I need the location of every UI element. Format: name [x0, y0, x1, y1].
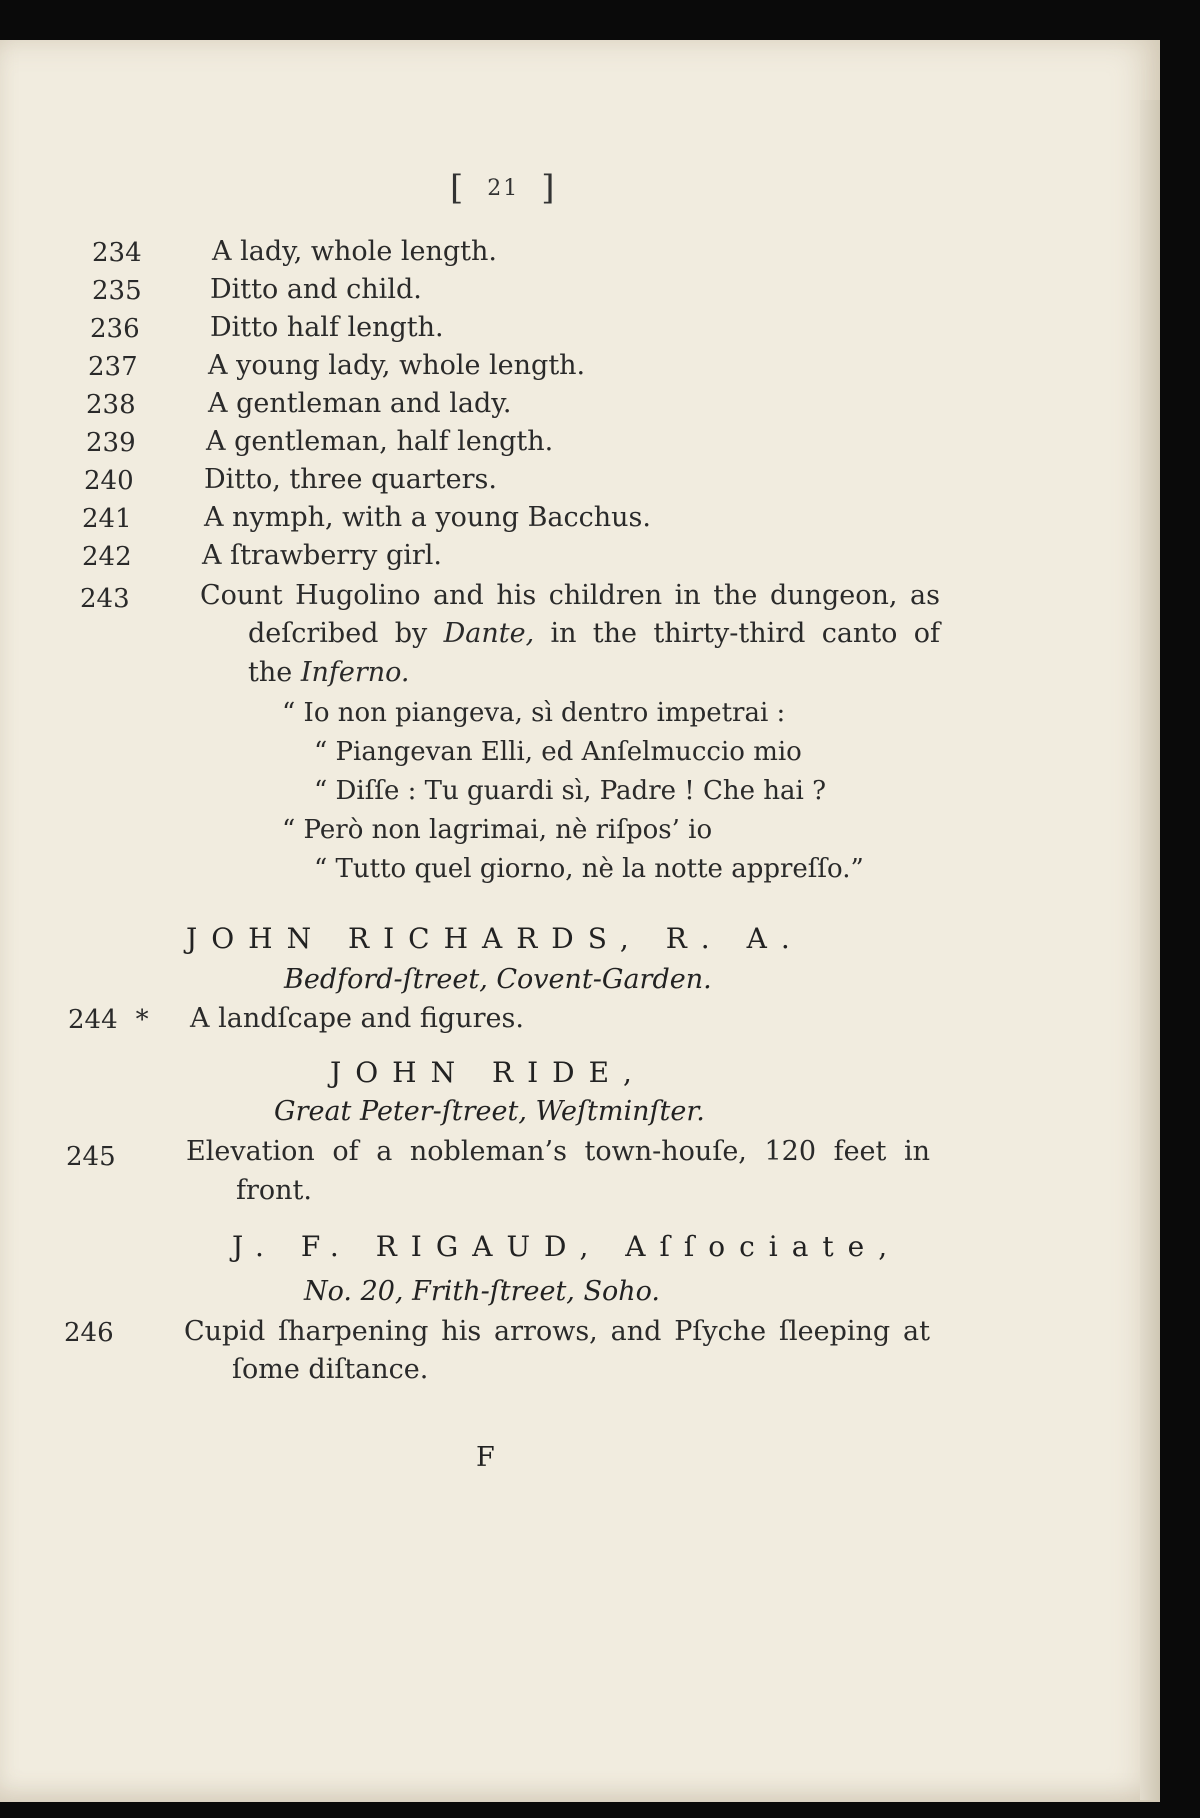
entry-number: 245 — [66, 1142, 116, 1172]
entry-number: 240 — [84, 466, 134, 496]
entry-number: 243 — [80, 584, 130, 614]
quote-line: “ Tutto quel giorno, nè la notte appreſſo.” — [314, 854, 864, 884]
entry-text-continued: front. — [236, 1175, 312, 1206]
entry-text: A nymph, with a young Bacchus. — [204, 502, 651, 533]
entry-text: A landſcape and figures. — [190, 1003, 524, 1034]
book-page — [0, 40, 1160, 1802]
entry-text: Count Hugolino and his children in the dungeon, as — [200, 580, 940, 611]
page-edge — [1140, 100, 1160, 1800]
entry-number: 239 — [86, 428, 136, 458]
page-header — [450, 168, 610, 208]
entry-text: Ditto half length. — [210, 312, 444, 343]
entry-text-fragment: the — [248, 657, 301, 688]
header-open-bracket: [ — [450, 168, 466, 208]
entry-text: Elevation of a nobleman’s town-houſe, 120 feet in — [186, 1136, 930, 1167]
signature-mark: F — [476, 1442, 495, 1473]
entry-number: 236 — [90, 314, 140, 344]
entry-text: A ſtrawberry girl. — [202, 540, 442, 571]
entry-text-fragment: in the thirty-third canto of — [534, 618, 940, 649]
entry-number: 234 — [92, 238, 142, 268]
entry-number: 235 — [92, 276, 142, 306]
entry-text-continued: ſome diſtance. — [232, 1354, 429, 1385]
work-title: Inferno. — [300, 657, 410, 688]
artist-name: JOHN RIDE, — [330, 1056, 646, 1089]
entry-text: A lady, whole length. — [212, 236, 497, 267]
entry-number: 242 — [82, 542, 132, 572]
entry-text: Cupid ſharpening his arrows, and Pſyche ſleeping at — [184, 1316, 930, 1347]
entry-text: A gentleman and lady. — [208, 388, 512, 419]
entry-number: 238 — [86, 390, 136, 420]
entry-number: 241 — [82, 504, 132, 534]
artist-address: Great Peter-ſtreet, Weſtminſter. — [274, 1096, 705, 1127]
entry-number — [68, 1005, 149, 1035]
artist-name: JOHN RICHARDS, R. A. — [186, 922, 804, 955]
entry-text-continued — [248, 657, 410, 688]
header-close-bracket: ] — [541, 168, 557, 208]
author-name: Dante, — [443, 618, 535, 649]
artist-name: J. F. RIGAUD, Aſſociate, — [232, 1230, 902, 1263]
entry-text: A gentleman, half length. — [206, 426, 554, 457]
entry-text-fragment: deſcribed by — [248, 618, 444, 649]
quote-line: “ Però non lagrimai, nè riſpos’ io — [282, 815, 713, 845]
entry-text: A young lady, whole length. — [208, 350, 586, 381]
entry-number-value: 244 — [68, 1005, 118, 1035]
artist-address: Bedford-ſtreet, Covent-Garden. — [284, 964, 712, 995]
entry-text: Ditto, three quarters. — [204, 464, 497, 495]
entry-number: 246 — [64, 1318, 114, 1348]
page-number: 21 — [487, 176, 520, 201]
artist-address: No. 20, Frith-ſtreet, Soho. — [304, 1276, 660, 1307]
quote-line: “ Diſſe : Tu guardi sì, Padre ! Che hai ? — [314, 776, 827, 806]
entry-text-continued — [248, 618, 940, 649]
quote-line: “ Io non piangeva, sì dentro impetrai : — [282, 698, 786, 728]
quote-line: “ Piangevan Elli, ed Anſelmuccio mio — [314, 737, 802, 767]
asterisk-mark: * — [135, 1005, 149, 1035]
entry-text: Ditto and child. — [210, 274, 422, 305]
entry-number: 237 — [88, 352, 138, 382]
